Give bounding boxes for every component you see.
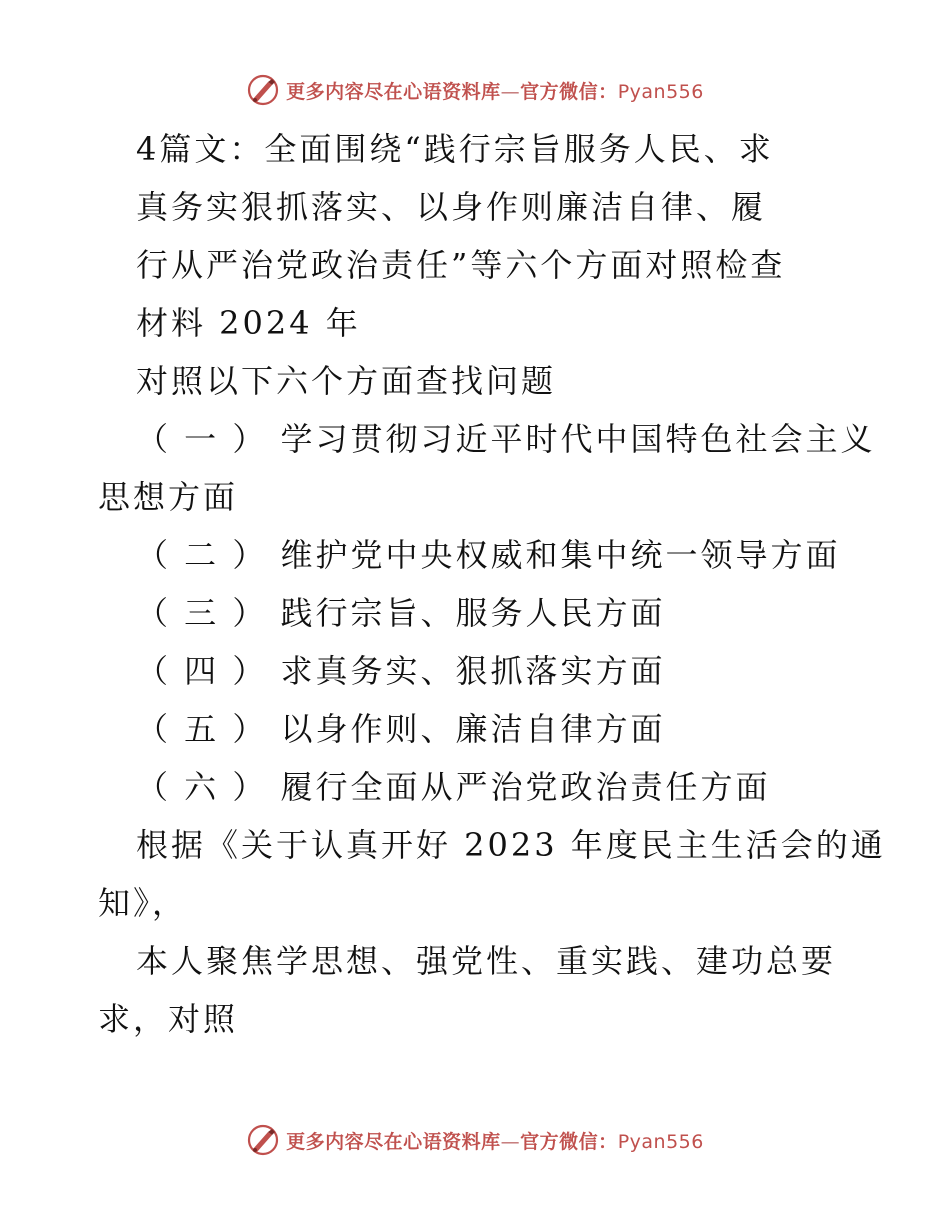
item-4: （ 四 ） 求真务实、狠抓落实方面: [136, 652, 666, 690]
watermark-banner-top: [0, 70, 950, 110]
watermark-wechat-label: 官方微信：: [520, 1130, 618, 1153]
item-1-continuation: 思想方面: [98, 478, 239, 516]
title-line-2: 真务实狠抓落实、以身作则廉洁自律、履: [136, 188, 767, 226]
pen-logo-icon: [246, 1123, 280, 1157]
item-6: （ 六 ） 履行全面从严治党政治责任方面: [136, 768, 771, 806]
watermark-text: [286, 77, 704, 104]
document-body: [98, 120, 886, 1048]
pen-logo-icon: [246, 73, 280, 107]
item-2: （ 二 ） 维护党中央权威和集中统一领导方面: [136, 536, 841, 574]
paragraph-2: 本人聚焦学思想、强党性、重实践、建功总要: [136, 942, 837, 980]
watermark-content: [246, 1123, 704, 1157]
item-5: （ 五 ） 以身作则、廉洁自律方面: [136, 710, 666, 748]
watermark-banner-bottom: [0, 1120, 950, 1160]
paragraph-2-continuation: 求，对照: [98, 1000, 239, 1038]
watermark-brand: 更多内容尽在心语资料库: [286, 80, 501, 103]
watermark-account: Pyan556: [617, 80, 704, 103]
watermark-content: [246, 73, 704, 107]
title-line-1: 4篇文：全面围绕“践行宗旨服务人民、求: [136, 130, 774, 168]
watermark-text: [286, 1127, 704, 1154]
watermark-separator: —: [500, 1130, 521, 1153]
paragraph-1: 根据《关于认真开好 2023 年度民主生活会的通: [136, 826, 886, 864]
watermark-separator: —: [500, 80, 521, 103]
watermark-wechat-label: 官方微信：: [520, 80, 618, 103]
title-line-4: 材料 2024 年: [136, 304, 361, 342]
intro-line: 对照以下六个方面查找问题: [136, 362, 557, 400]
title-line-3: 行从严治党政治责任”等六个方面对照检查: [136, 246, 786, 284]
item-3: （ 三 ） 践行宗旨、服务人民方面: [136, 594, 666, 632]
item-1: （ 一 ） 学习贯彻习近平时代中国特色社会主义: [136, 420, 876, 458]
watermark-account: Pyan556: [617, 1130, 704, 1153]
paragraph-1-continuation: 知》，: [98, 884, 188, 922]
watermark-brand: 更多内容尽在心语资料库: [286, 1130, 501, 1153]
